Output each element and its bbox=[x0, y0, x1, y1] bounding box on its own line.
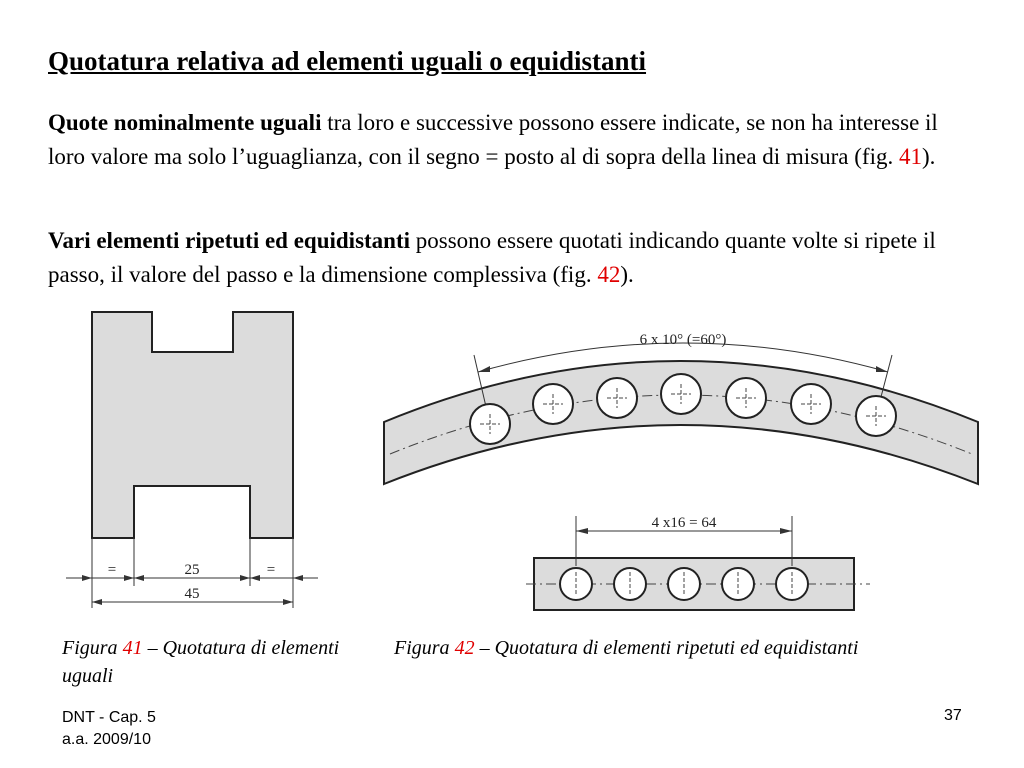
figure-ref-41[interactable]: 41 bbox=[898, 144, 922, 169]
footer-chapter: DNT - Cap. 5 bbox=[62, 709, 156, 726]
caption-number: 41 bbox=[122, 637, 143, 659]
caption-prefix: Figura bbox=[62, 637, 123, 659]
dim-equal-right: = bbox=[266, 562, 276, 578]
paragraph-bold-lead: Vari elementi ripetuti ed equidistanti bbox=[48, 228, 411, 253]
figure-ref-42[interactable]: 42 bbox=[597, 262, 621, 287]
paragraph-text: tra loro e successive possono essere indicate, se non ha interesse il loro valore ma solo l’uguaglianza, con il segno = posto al di sopra della linea di misura (fig. bbox=[48, 110, 938, 169]
page-number: 37 bbox=[944, 707, 962, 724]
page-title: Quotatura relativa ad elementi uguali o equidistanti bbox=[48, 46, 647, 76]
paragraph-text: possono essere quotati indicando quante volte si ripete il passo, il valore del passo e la dimensione complessiva (fig. bbox=[48, 228, 936, 287]
caption-text: – Quotatura di elementi ripetuti ed equidistanti bbox=[474, 637, 859, 659]
paragraph-end: ). bbox=[620, 262, 634, 287]
caption-text: – Quotatura di elementi uguali bbox=[62, 637, 340, 687]
caption-figure-41 bbox=[62, 634, 352, 690]
dim-45: 45 bbox=[184, 586, 200, 602]
caption-figure-42 bbox=[394, 634, 1014, 662]
footer-left bbox=[62, 707, 156, 751]
paragraph-end: ). bbox=[921, 144, 936, 169]
footer-year: a.a. 2009/10 bbox=[62, 731, 151, 748]
dim-equal-left: = bbox=[107, 562, 117, 578]
paragraph-bold-lead: Quote nominalmente uguali bbox=[48, 110, 322, 135]
dim-arc: 6 x 10° (=60°) bbox=[639, 332, 727, 348]
dim-linear: 4 x16 = 64 bbox=[651, 515, 717, 531]
caption-number: 42 bbox=[454, 637, 475, 659]
dim-25: 25 bbox=[184, 562, 200, 578]
caption-prefix: Figura bbox=[394, 637, 455, 659]
